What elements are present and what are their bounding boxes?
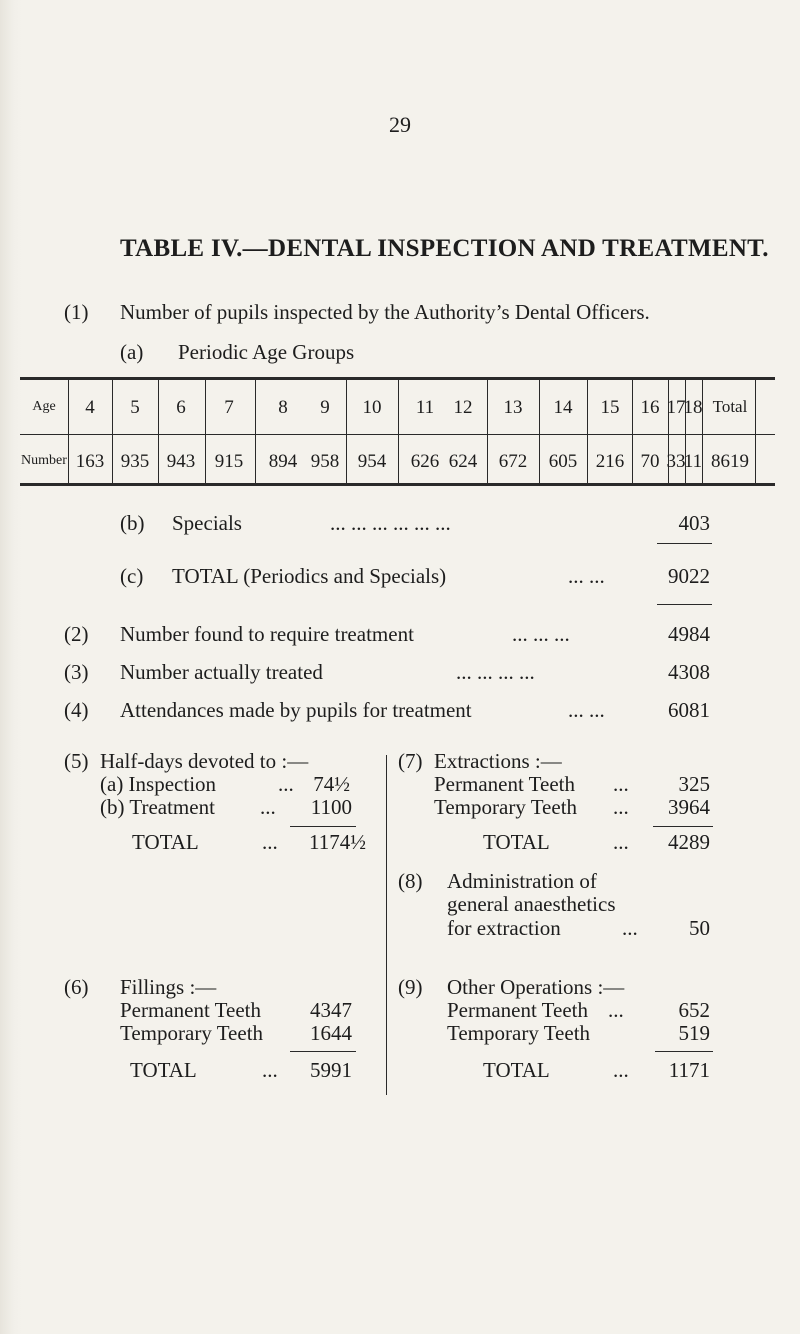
item-4-value: 6081 [668, 698, 710, 722]
sub-a-text: Periodic Age Groups [178, 340, 355, 364]
half-days-total-dots: ... [262, 830, 278, 854]
age-cell: 13 [503, 397, 523, 418]
fillings-temp-label: Temporary Teeth [120, 1021, 264, 1045]
specials-value: 403 [678, 511, 710, 535]
half-days-b-value: 1100 [310, 795, 352, 819]
row-header-age: Age [32, 399, 56, 414]
specials-rule [657, 543, 712, 544]
anaesthetics-dots: ... [622, 916, 638, 940]
fillings-total-dots: ... [262, 1058, 278, 1082]
specials-label: (b) [120, 511, 145, 535]
number-cell: 958 [310, 451, 340, 472]
age-cell: 5 [130, 397, 140, 418]
age-cell: 8 [278, 397, 288, 418]
table-column-rule [255, 380, 256, 483]
other-ops-number: (9) [398, 975, 423, 999]
number-cell: 915 [214, 451, 244, 472]
item-3-value: 4308 [668, 660, 710, 684]
age-cell: 4 [85, 397, 95, 418]
fillings-temp-value: 1644 [310, 1021, 352, 1045]
number-cell: 894 [268, 451, 298, 472]
fillings-perm-label: Permanent Teeth [120, 998, 262, 1022]
fillings-total-value: 5991 [310, 1058, 352, 1082]
other-ops-perm-label: Permanent Teeth [447, 998, 589, 1022]
other-ops-temp-label: Temporary Teeth [447, 1021, 591, 1045]
number-cell: 605 [548, 451, 578, 472]
specials-text: Specials [172, 511, 242, 535]
column-divider [386, 755, 387, 1095]
specials-dots: ... ... ... ... ... ... [330, 511, 451, 535]
number-cell: 8619 [711, 451, 749, 472]
table-bottom-rule [20, 483, 775, 486]
extractions-temp-label: Temporary Teeth [434, 795, 578, 819]
table-title: TABLE IV.—DENTAL INSPECTION AND TREATMENT. [120, 235, 769, 262]
item-4-dots: ... ... [568, 698, 605, 722]
page-number: 29 [389, 112, 411, 137]
extractions-total-value: 4289 [668, 830, 710, 854]
table-column-rule [539, 380, 540, 483]
fillings-total-label: TOTAL [130, 1058, 197, 1082]
half-days-total-label: TOTAL [132, 830, 199, 854]
age-cell: 14 [553, 397, 573, 418]
age-cell: 11 [415, 397, 435, 418]
half-days-heading: Half-days devoted to :— [100, 749, 309, 773]
total-c-text: TOTAL (Periodics and Specials) [172, 564, 447, 588]
age-cell: Total [712, 397, 748, 416]
half-days-number: (5) [64, 749, 89, 773]
number-cell: 216 [595, 451, 625, 472]
item-3-text: Number actually treated [120, 660, 323, 684]
extractions-perm-label: Permanent Teeth [434, 772, 576, 796]
number-cell: 954 [357, 451, 387, 472]
number-cell: 943 [166, 451, 196, 472]
section-1-text: Number of pupils inspected by the Authority’s Dental Officers. [120, 300, 650, 324]
other-ops-temp-value: 519 [678, 1021, 710, 1045]
age-cell: 12 [453, 397, 473, 418]
age-cell: 16 [640, 397, 660, 418]
fillings-rule [290, 1051, 356, 1052]
half-days-b-label: (b) Treatment [100, 795, 215, 819]
age-cell: 9 [320, 397, 330, 418]
row-header-number: Number [21, 453, 67, 468]
page-binding-edge [0, 0, 22, 1334]
other-ops-total-value: 1171 [668, 1058, 710, 1082]
anaesthetics-value: 50 [689, 916, 710, 940]
age-cell: 6 [176, 397, 186, 418]
table-column-rule [487, 380, 488, 483]
item-4-text: Attendances made by pupils for treatment [120, 698, 472, 722]
other-ops-rule [655, 1051, 713, 1052]
age-cell: 7 [224, 397, 234, 418]
total-c-dots: ... ... [568, 564, 605, 588]
extractions-perm-value: 325 [678, 772, 710, 796]
anaesthetics-line2: general anaesthetics [447, 892, 616, 916]
fillings-number: (6) [64, 975, 89, 999]
other-ops-total-dots: ... [613, 1058, 629, 1082]
extractions-perm-dots: ... [613, 772, 629, 796]
sub-a-label: (a) [120, 340, 144, 364]
other-ops-total-label: TOTAL [483, 1058, 550, 1082]
item-2-text: Number found to require treatment [120, 622, 414, 646]
anaesthetics-line1: Administration of [447, 869, 597, 893]
anaesthetics-number: (8) [398, 869, 423, 893]
item-4-number: (4) [64, 698, 89, 722]
number-cell: 626 [410, 451, 440, 472]
table-column-rule [398, 380, 399, 483]
extractions-temp-value: 3964 [668, 795, 710, 819]
number-cell: 672 [498, 451, 528, 472]
extractions-temp-dots: ... [613, 795, 629, 819]
age-cell: 18 [683, 397, 703, 418]
total-c-value: 9022 [668, 564, 710, 588]
extractions-rule [653, 826, 713, 827]
half-days-a-value: 74½ [313, 772, 350, 796]
half-days-rule [290, 826, 356, 827]
extractions-heading: Extractions :— [434, 749, 562, 773]
age-cell: 10 [362, 397, 382, 418]
item-2-value: 4984 [668, 622, 710, 646]
number-cell: 70 [640, 451, 660, 472]
item-2-number: (2) [64, 622, 89, 646]
number-cell: 624 [448, 451, 478, 472]
number-cell: 33 [666, 451, 686, 472]
table-column-rule [205, 380, 206, 483]
half-days-b-dots: ... [260, 795, 276, 819]
anaesthetics-line3: for extraction [447, 916, 561, 940]
item-3-dots: ... ... ... ... [456, 660, 535, 684]
extractions-total-dots: ... [613, 830, 629, 854]
number-cell: 11 [683, 451, 703, 472]
extractions-number: (7) [398, 749, 423, 773]
other-ops-heading: Other Operations :— [447, 975, 625, 999]
item-3-number: (3) [64, 660, 89, 684]
extractions-total-label: TOTAL [483, 830, 550, 854]
fillings-perm-value: 4347 [310, 998, 352, 1022]
fillings-heading: Fillings :— [120, 975, 217, 999]
other-ops-perm-dots: ... [608, 998, 624, 1022]
section-1-number: (1) [64, 300, 89, 324]
item-2-dots: ... ... ... [512, 622, 570, 646]
other-ops-perm-value: 652 [678, 998, 710, 1022]
age-cell: 15 [600, 397, 620, 418]
number-cell: 163 [75, 451, 105, 472]
half-days-total-value: 1174½ [309, 830, 366, 854]
number-cell: 935 [120, 451, 150, 472]
table-column-rule [755, 380, 756, 483]
age-cell: 17 [666, 397, 686, 418]
total-c-rule [657, 604, 712, 605]
half-days-a-label: (a) Inspection [100, 772, 217, 796]
total-c-label: (c) [120, 564, 144, 588]
half-days-a-dots: ... [278, 772, 294, 796]
